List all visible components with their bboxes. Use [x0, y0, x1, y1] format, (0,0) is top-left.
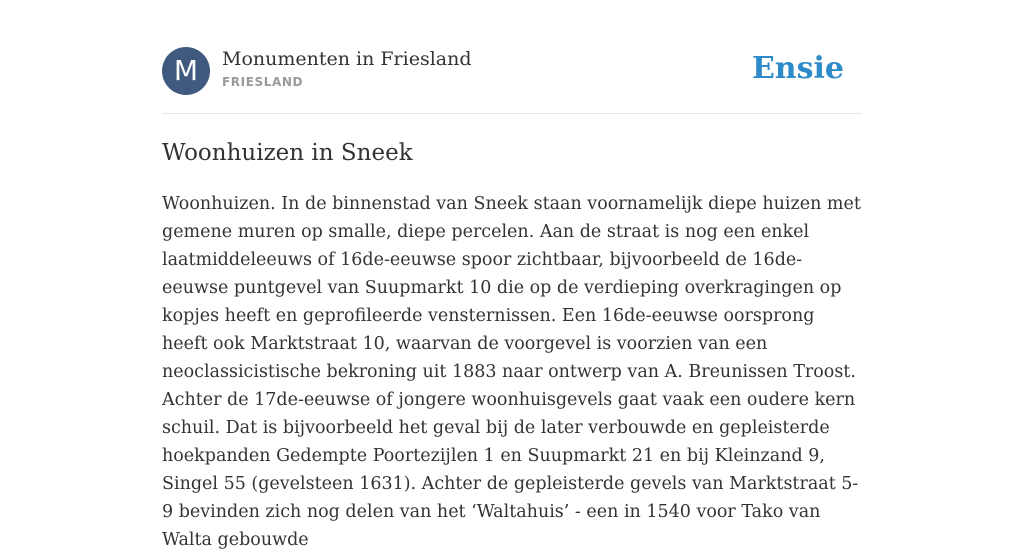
header	[162, 47, 862, 95]
header-divider	[162, 113, 862, 114]
book-title-link[interactable]: Monumenten in Friesland	[222, 48, 472, 70]
book-subtitle: FRIESLAND	[222, 75, 304, 89]
ensie-logo[interactable]: Ensie	[751, 51, 844, 86]
avatar[interactable]: M	[162, 47, 210, 95]
article-paragraph: Woonhuizen. In de binnenstad van Sneek staan voornamelijk diepe huizen met gemene muren op smalle, diepe percelen. Aan de straat is nog een enkel laatmiddeleeuws of 16de-eeuwse spoor zichtbaar, bijvoorbeeld de 16de-eeuwse puntgevel van Suupmarkt 10 die op de verdieping overkragingen op kopjes heeft en geprofileerde vensternissen. Een 16de-eeuwse oorsprong heeft ook Marktstraat 10, waarvan de voorgevel is voorzien van een neoclassicistische bekroning uit 1883 naar ontwerp van A. Breunissen Troost. Achter de 17de-eeuwse of jongere woonhuisgevels gaat vaak een oudere kern schuil. Dat is bijvoorbeeld het geval bij de later verbouwde en gepleisterde hoekpanden Gedempte Poortezijlen 1 en Suupmarkt 21 en bij Kleinzand 9, Singel 55 (gevelsteen 1631). Achter de gepleisterde gevels van Marktstraat 5-9 bevinden zich nog delen van het ‘Waltahuis’ - een in 1540 voor Tako van Walta gebouwde	[162, 194, 861, 550]
article-body	[162, 190, 862, 554]
article-title: Woonhuizen in Sneek	[162, 140, 413, 166]
